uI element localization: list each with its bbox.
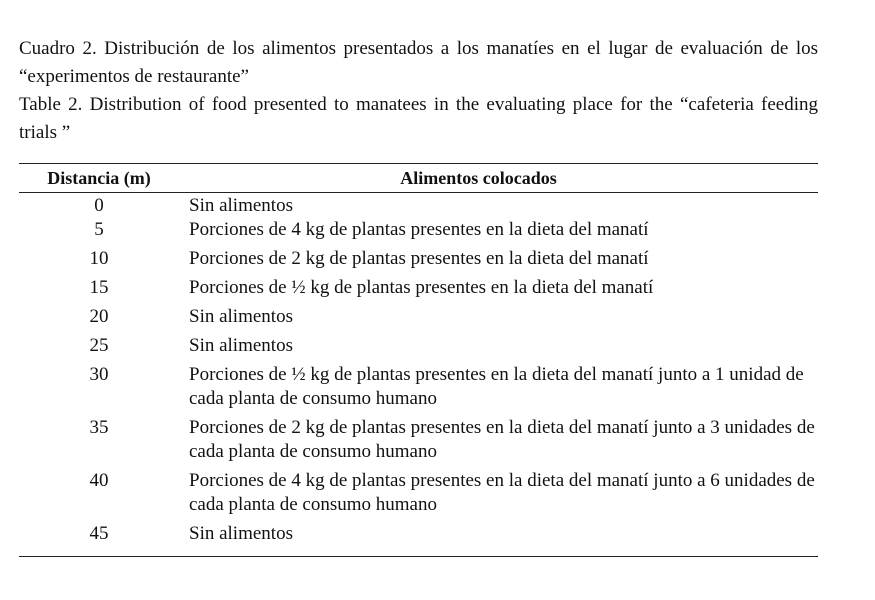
food-cell: Porciones de 4 kg de plantas presentes en la dieta del manatí junto a 6 unidades de cada planta de consumo humano (189, 470, 815, 515)
distance-cell: 45 (19, 522, 179, 557)
food-cell: Porciones de 2 kg de plantas presentes en la dieta del manatí (189, 248, 649, 269)
food-cell: Sin alimentos (189, 195, 293, 216)
table-caption (19, 35, 818, 147)
food-cell: Porciones de ½ kg de plantas presentes en la dieta del manatí (189, 277, 654, 298)
distance-cell: 25 (89, 335, 109, 356)
distance-cell: 15 (89, 277, 109, 298)
table-row (19, 522, 818, 557)
distance-cell: 10 (89, 248, 109, 269)
food-cell: Porciones de 2 kg de plantas presentes en la dieta del manatí junto a 3 unidades de cada planta de consumo humano (189, 417, 815, 462)
table-row (19, 193, 818, 219)
table-row (19, 276, 818, 305)
header-food: Alimentos colocados (179, 164, 818, 193)
distance-cell: 5 (94, 219, 104, 240)
distance-cell: 0 (94, 195, 104, 216)
table-row (19, 334, 818, 363)
table-row (19, 363, 818, 416)
food-cell: Sin alimentos (189, 306, 293, 327)
distance-cell: 30 (89, 364, 109, 385)
table-row (19, 469, 818, 522)
food-cell: Porciones de ½ kg de plantas presentes en la dieta del manatí junto a 1 unidad de cada planta de consumo humano (189, 364, 804, 409)
table-row (19, 218, 818, 247)
table-row (19, 305, 818, 334)
distance-cell: 35 (89, 417, 109, 438)
table-row (19, 416, 818, 469)
caption-spanish: Cuadro 2. Distribución de los alimentos presentados a los manatíes en el lugar de evaluación de los “experimentos de restaurante” (19, 38, 818, 87)
table-header-row (19, 164, 818, 193)
distance-cell: 20 (89, 306, 109, 327)
caption-english: Table 2. Distribution of food presented to manatees in the evaluating place for the “cafeteria feeding trials ” (19, 94, 818, 143)
food-cell: Sin alimentos (189, 335, 293, 356)
food-cell: Porciones de 4 kg de plantas presentes en la dieta del manatí (189, 219, 649, 240)
header-distance: Distancia (m) (19, 164, 179, 193)
food-cell: Sin alimentos (179, 522, 818, 557)
food-distribution-table (19, 163, 818, 557)
distance-cell: 40 (89, 470, 109, 491)
table-row (19, 247, 818, 276)
